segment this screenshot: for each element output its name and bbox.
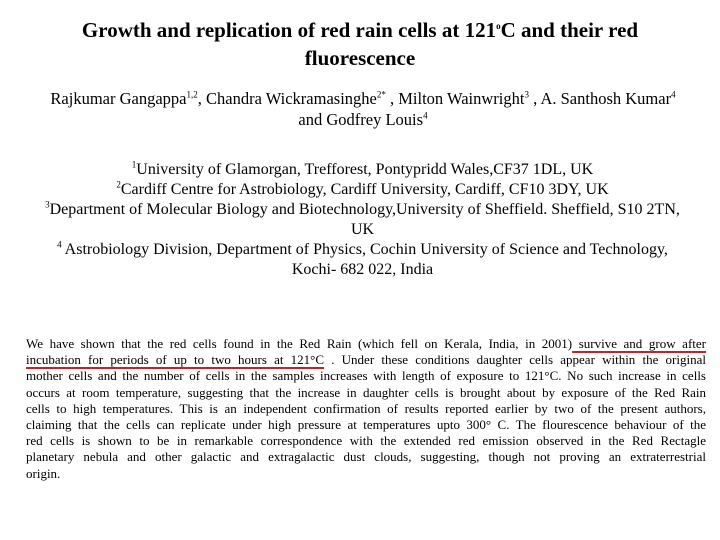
author-line-2: [18, 109, 708, 130]
author-2-affil: 2*: [376, 89, 386, 100]
abstract-line: mother cells and the number of cells in the samples increases with length of exposure to 121°C. No such increase in cells: [26, 368, 706, 384]
author-1-affil: 1,2: [186, 89, 198, 100]
abstract-line: red cells is shown to be in remarkable correspondence with the extended red emission observed in the Red Rectagle: [26, 433, 706, 449]
affiliation-list: [10, 160, 715, 280]
affiliation-text: Cardiff Centre for Astrobiology, Cardiff University, Cardiff, CF10 3DY, UK: [120, 181, 609, 198]
abstract-text: We have shown that the red cells found in the Red Rain (which fell on Kerala, India, in 2001): [26, 336, 573, 351]
author-5: and Godfrey Louis: [298, 110, 424, 129]
title-line-2: fluorescence: [304, 46, 416, 70]
affiliation-text: Department of Molecular Biology and Biotechnology,University of Sheffield. Sheffield, S10 2TN,: [49, 201, 680, 218]
affiliation-text: UK: [350, 221, 375, 238]
abstract-line: [26, 352, 706, 368]
abstract-line: planetary nebula and other galactic and extragalactic dust clouds, suggesting, though not proving an extraterrestrial: [26, 449, 706, 465]
title-text-cont: C and their red: [500, 18, 639, 42]
abstract-line: origin.: [26, 465, 61, 481]
abstract-line: [26, 336, 706, 352]
abstract-line: cells to high temperatures. This is an independent confirmation of results reported earlier by two of the present authors,: [26, 400, 706, 416]
affiliation-item: [10, 220, 715, 240]
author-3: , Milton Wainwright: [385, 89, 525, 108]
author-4: , A. Santhosh Kumar: [528, 89, 672, 108]
highlighted-text: incubation for periods of up to two hours at 121°C: [26, 352, 325, 368]
affiliation-marker: 1: [131, 159, 137, 170]
affiliation-marker: 2: [116, 179, 121, 190]
affiliation-item: [10, 160, 715, 180]
affiliation-text: Astrobiology Division, Department of Physics, Cochin University of Science and Technology,: [61, 241, 668, 258]
paper-title: [20, 16, 700, 72]
author-4-affil: 4: [671, 89, 676, 100]
highlighted-text: survive and grow after: [572, 336, 706, 351]
abstract-line: occurs at room temperature, suggesting that the increase in daughter cells is brought about by exposure of the Red Rain: [26, 384, 706, 400]
abstract-text: . Under these conditions daughter cells appear within the original: [324, 352, 706, 368]
title-degree-sup: o: [496, 21, 501, 31]
author-1: Rajkumar Gangappa: [50, 89, 187, 108]
affiliation-text: Kochi- 682 022, India: [291, 261, 434, 278]
affiliation-item: [10, 200, 715, 220]
affiliation-marker: 4: [57, 239, 62, 250]
affiliation-text: University of Glamorgan, Trefforest, Pontypridd Wales,CF37 1DL, UK: [136, 161, 594, 178]
author-2: , Chandra Wickramasinghe: [197, 89, 377, 108]
title-line-1: [20, 16, 700, 44]
affiliation-item: [10, 180, 715, 200]
affiliation-marker: 3: [45, 199, 50, 210]
affiliation-item: [10, 260, 715, 280]
abstract: [26, 336, 706, 482]
author-list: [18, 88, 708, 130]
author-5-affil: 4: [423, 110, 428, 121]
affiliation-item: [10, 240, 715, 260]
abstract-line: claiming that the cells can replicate under high pressure at temperatures upto 300° C. The flourescence behaviour of the: [26, 417, 706, 433]
title-text: Growth and replication of red rain cells at 121: [81, 18, 497, 42]
author-line-1: [18, 88, 708, 109]
author-3-affil: 3: [524, 89, 529, 100]
